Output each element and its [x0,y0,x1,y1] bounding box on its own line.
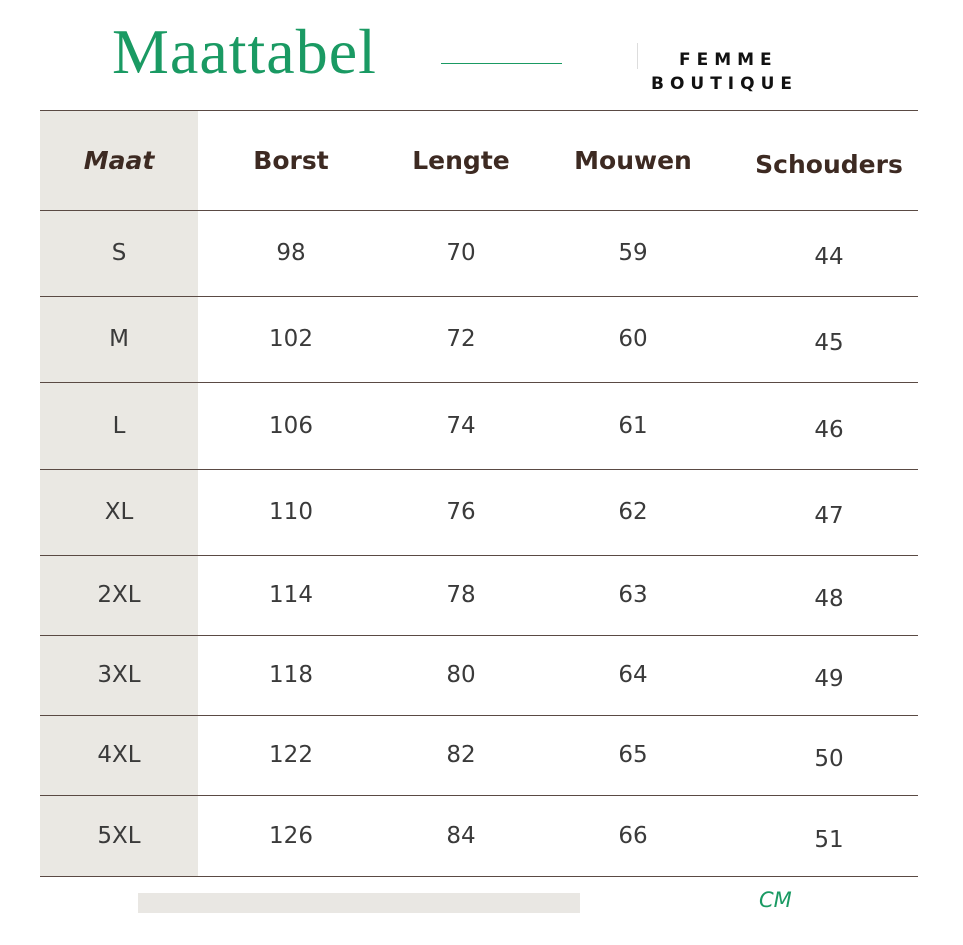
cell-schouders: 48 [814,586,844,612]
table-row [40,210,918,296]
cell-mouwen: 64 [618,662,648,688]
cell-lengte: 76 [446,499,476,525]
header-lengte: Lengte [412,145,510,175]
brand-divider [637,43,638,69]
cell-lengte: 80 [446,662,476,688]
cell-mouwen: 62 [618,499,648,525]
cell-schouders: 44 [814,244,844,270]
cell-mouwen: 65 [618,742,648,768]
cell-mouwen: 66 [618,822,648,849]
cell-maat: L [112,412,126,439]
cell-borst: 98 [276,240,306,266]
cell-mouwen: 61 [618,412,648,439]
cell-borst: 106 [269,412,313,439]
cell-maat: 2XL [97,582,141,608]
cell-lengte: 82 [446,742,476,768]
page-title: Maattabel [112,16,377,87]
cell-borst: 126 [269,822,313,849]
cell-mouwen: 60 [618,326,648,352]
cell-lengte: 78 [446,582,476,608]
cell-schouders: 50 [814,746,844,772]
table-row [40,795,918,876]
cell-maat: 3XL [97,662,141,688]
table-header-row [40,110,918,210]
table-row [40,635,918,715]
brand-line-1: FEMME [679,50,778,70]
table-row [40,469,918,555]
cell-mouwen: 59 [618,240,648,266]
cell-schouders: 45 [814,330,844,356]
cell-borst: 114 [269,582,313,608]
footer-bar [138,893,580,913]
brand-logo [651,48,798,96]
cell-lengte: 70 [446,240,476,266]
cell-maat: S [111,240,127,266]
cell-maat: 5XL [97,822,141,849]
cell-borst: 102 [269,326,313,352]
cell-lengte: 84 [446,822,476,849]
cell-maat: M [109,326,129,352]
title-divider [441,63,562,64]
cell-maat: XL [104,499,134,525]
cell-lengte: 74 [446,412,476,439]
table-row [40,555,918,635]
header-borst: Borst [253,145,329,175]
cell-borst: 122 [269,742,313,768]
cell-borst: 118 [269,662,313,688]
cell-maat: 4XL [97,742,141,768]
table-bottom-rule [40,876,918,877]
brand-line-2: BOUTIQUE [651,74,799,94]
cell-borst: 110 [269,499,313,525]
cell-mouwen: 63 [618,582,648,608]
cell-schouders: 49 [814,666,844,692]
table-row [40,715,918,795]
header-mouwen: Mouwen [574,145,692,175]
header-schouders: Schouders [755,149,903,179]
cell-lengte: 72 [446,326,476,352]
cell-schouders: 47 [814,503,844,529]
table-row [40,296,918,382]
table-row [40,382,918,469]
unit-label: CM [759,888,792,912]
cell-schouders: 51 [814,826,844,853]
cell-schouders: 46 [814,416,844,443]
header-maat: Maat [83,145,155,175]
